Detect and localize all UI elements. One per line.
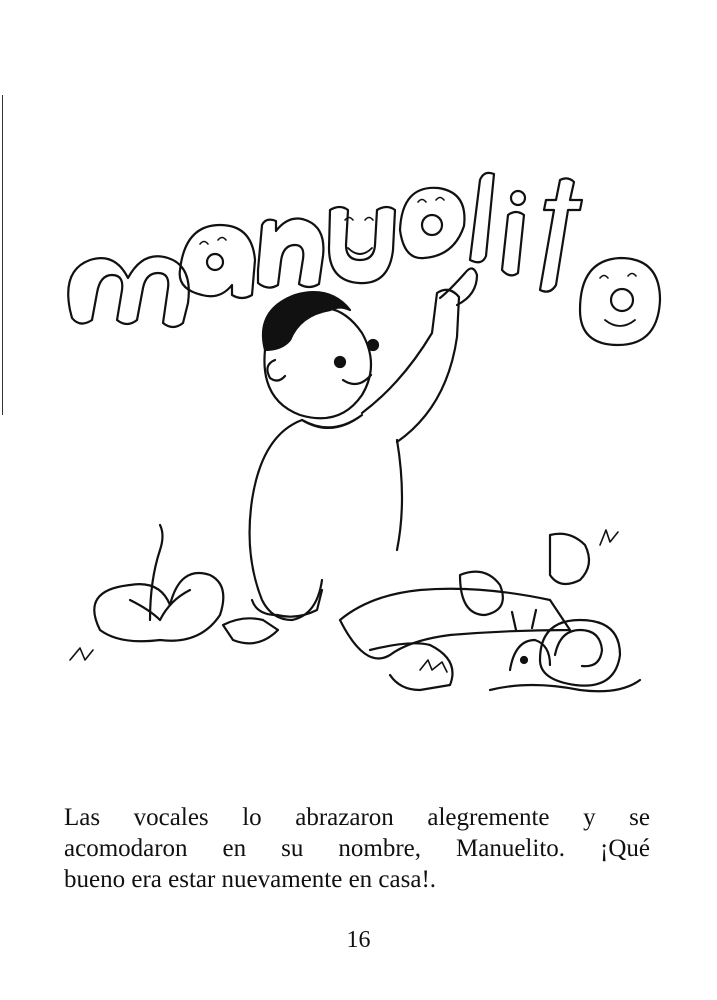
manuelito-illustration [40, 150, 680, 720]
snail [490, 610, 640, 691]
story-line-3: bueno era estar nuevamente en casa!. [64, 866, 437, 893]
story-line-1: Las vocales lo abrazaron alegremente y se [64, 804, 650, 831]
title-letter-n [258, 219, 323, 288]
page-number: 16 [346, 927, 371, 953]
title-letter-t [540, 178, 582, 291]
boy-figure [223, 268, 589, 690]
title-letter-m [68, 256, 189, 327]
title-letter-u [329, 207, 395, 283]
title-letter-l [470, 173, 494, 262]
story-paragraph [64, 802, 650, 895]
story-line-2: acomodaron en su nombre, Manuelito. ¡Qué [64, 835, 650, 862]
title-letter-i [502, 191, 525, 275]
title-letter-a [180, 225, 255, 298]
title-letter-o [580, 258, 660, 345]
page-edge-line [2, 95, 3, 415]
title-letter-e [400, 188, 464, 258]
plant [94, 525, 223, 641]
grass [70, 530, 618, 672]
